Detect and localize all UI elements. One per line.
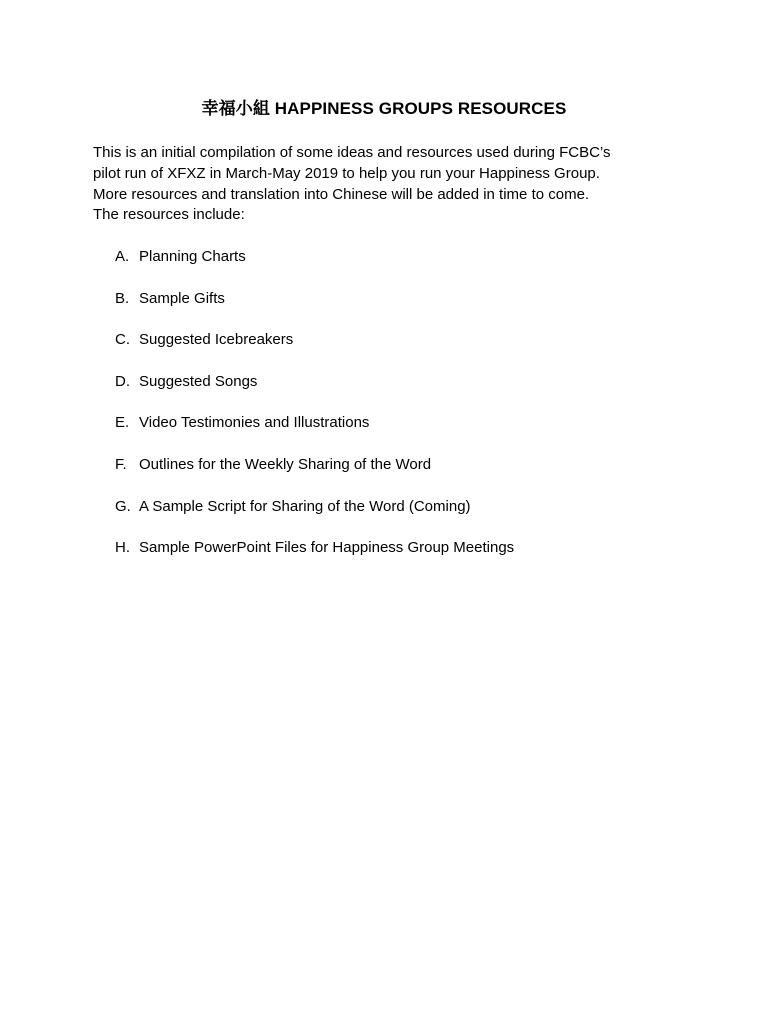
list-item-label: Video Testimonies and Illustrations xyxy=(139,414,370,432)
list-item xyxy=(115,372,514,414)
list-item-label: Suggested Icebreakers xyxy=(139,331,294,349)
resource-list xyxy=(115,247,514,580)
list-marker: B. xyxy=(115,289,130,307)
list-marker: H. xyxy=(115,539,130,557)
list-item-label: Outlines for the Weekly Sharing of the Word xyxy=(139,455,432,473)
intro-line: More resources and translation into Chinese will be added in time to come. xyxy=(93,185,590,203)
list-item xyxy=(115,289,514,331)
list-item-label: Suggested Songs xyxy=(139,372,258,390)
list-marker: G. xyxy=(115,497,131,515)
list-item xyxy=(115,538,514,580)
list-item-label: Planning Charts xyxy=(139,248,246,265)
intro-line: The resources include: xyxy=(93,206,245,224)
intro-paragraph xyxy=(93,143,673,226)
intro-line: This is an initial compilation of some ideas and resources used during FCBC’s xyxy=(93,144,611,161)
list-item-label: A Sample Script for Sharing of the Word (Coming) xyxy=(139,497,471,515)
list-item xyxy=(115,330,514,372)
list-marker: C. xyxy=(115,331,130,349)
list-item-label: Sample PowerPoint Files for Happiness Group Meetings xyxy=(139,539,515,557)
document-title: 幸福小組 HAPPINESS GROUPS RESOURCES xyxy=(201,99,567,118)
list-marker: F. xyxy=(115,455,127,473)
list-item xyxy=(115,455,514,497)
list-marker: E. xyxy=(115,414,130,432)
list-marker: D. xyxy=(115,372,130,390)
intro-line: pilot run of XFXZ in March-May 2019 to help you run your Happiness Group. xyxy=(93,164,600,182)
list-marker: A. xyxy=(115,248,130,265)
list-item xyxy=(115,497,514,539)
list-item-label: Sample Gifts xyxy=(139,289,225,307)
list-item xyxy=(115,413,514,455)
list-item xyxy=(115,247,514,289)
